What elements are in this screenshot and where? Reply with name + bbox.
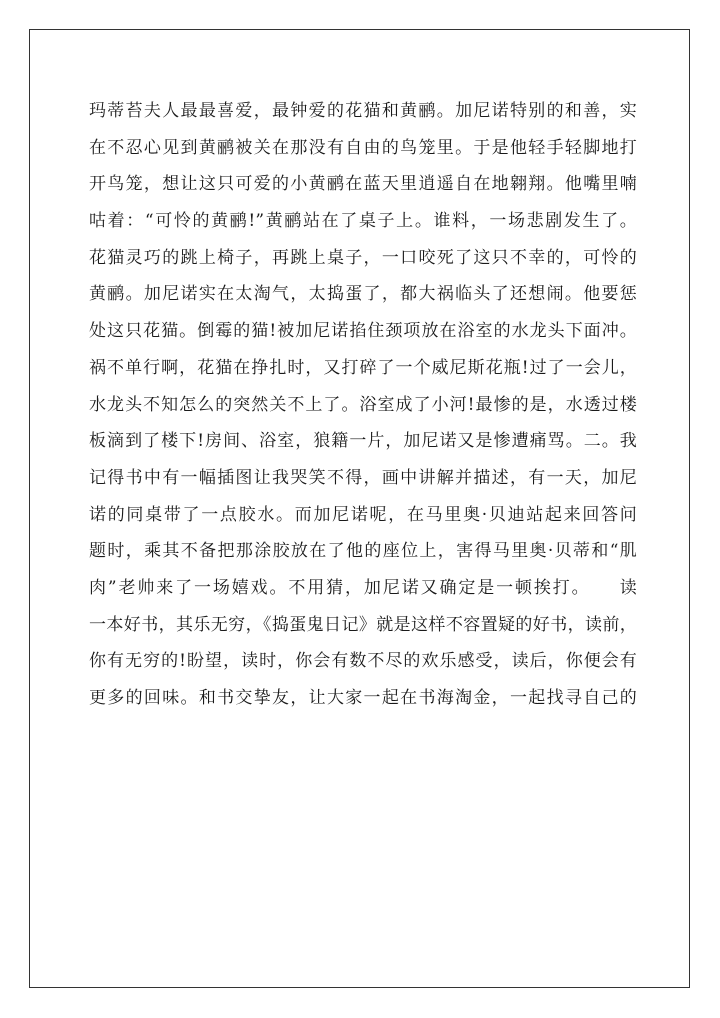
text-line: 板滴到了楼下!房间、浴室，狼籍一片，加尼诺又是惨遭痛骂。二。我 [89, 431, 637, 452]
text-line: 开鸟笼，想让这只可爱的小黄鹂在蓝天里逍遥自在地翱翔。他嘴里喃 [89, 174, 637, 195]
text-line: 肉”老帅来了一场嬉戏。不用猜，加尼诺又确定是一顿挨打。 读 [89, 577, 637, 598]
text-line: 在不忍心见到黄鹂被关在那没有自由的鸟笼里。于是他轻手轻脚地打 [89, 137, 637, 158]
text-line: 黄鹂。加尼诺实在太淘气，太捣蛋了，都大祸临头了还想闹。他要惩 [89, 284, 637, 305]
text-line: 你有无穷的!盼望，读时，你会有数不尽的欢乐感受，读后，你便会有 [89, 651, 637, 672]
text-line: 处这只花猫。倒霉的猫!被加尼诺掐住颈项放在浴室的水龙头下面冲。 [89, 321, 637, 342]
body-text [89, 98, 637, 722]
text-line: 诺的同桌带了一点胶水。而加尼诺呢，在马里奥·贝迪站起来回答问 [89, 504, 637, 525]
text-line: 玛蒂苔夫人最最喜爱，最钟爱的花猫和黄鹂。加尼诺特别的和善，实 [89, 101, 637, 121]
text-line: 题时，乘其不备把那涂胶放在了他的座位上，害得马里奥·贝蒂和“肌 [89, 541, 637, 562]
text-line: 记得书中有一幅插图让我哭笑不得，画中讲解并描述，有一天，加尼 [89, 467, 637, 488]
text-line: 水龙头不知怎么的突然关不上了。浴室成了小河!最惨的是，水透过楼 [89, 394, 637, 415]
text-line: 更多的回味。和书交挚友，让大家一起在书海淘金，一起找寻自己的 [89, 688, 637, 708]
text-line: 一本好书，其乐无穷，《捣蛋鬼日记》就是这样不容置疑的好书，读前， [89, 614, 637, 635]
text-line: 祸不单行啊，花猫在挣扎时，又打碎了一个威尼斯花瓶!过了一会儿， [89, 357, 637, 378]
text-line: 咕着：“可怜的黄鹂!”黄鹂站在了桌子上。谁料，一场悲剧发生了。 [89, 211, 637, 232]
text-line: 花猫灵巧的跳上椅子，再跳上桌子，一口咬死了这只不幸的，可怜的 [89, 247, 637, 268]
